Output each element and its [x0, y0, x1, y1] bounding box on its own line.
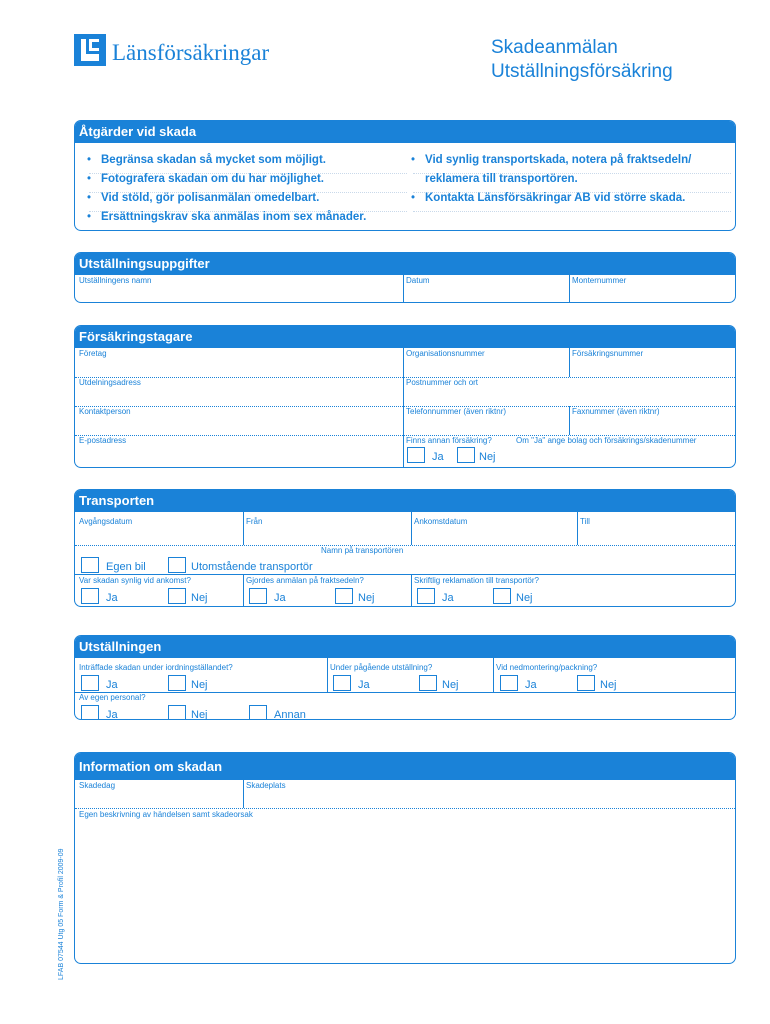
option-label-nej: Nej — [479, 451, 496, 463]
advice-item-continued: reklamera till transportören. — [425, 173, 578, 185]
checkbox-synlig-nej[interactable] — [168, 588, 186, 604]
form-code: LFAB 07544 Utg 05 Form & Profil 2009-09 — [58, 848, 65, 980]
section-atgarder — [74, 120, 736, 231]
checkbox-synlig-ja[interactable] — [81, 588, 99, 604]
checkbox-nedmontering-nej[interactable] — [577, 675, 595, 691]
option-label-egen-bil: Egen bil — [106, 561, 146, 573]
checkbox-iordning-ja[interactable] — [81, 675, 99, 691]
field-skadeplats[interactable]: Skadeplats — [246, 781, 286, 790]
advice-item: • Fotografera skadan om du har möjlighet. — [87, 173, 325, 185]
option-label-ja: Ja — [106, 709, 118, 720]
field-telefonnummer[interactable]: Telefonnummer (även riktnr) — [406, 407, 507, 416]
question-synlig-vid-ankomst: Var skadan synlig vid ankomst? — [79, 576, 191, 585]
divider — [569, 275, 570, 303]
option-label-ja: Ja — [432, 451, 444, 463]
checkbox-anmalan-ja[interactable] — [249, 588, 267, 604]
divider — [569, 348, 570, 377]
question-iordningstallandet: Inträffade skadan under iordningställandet? — [79, 663, 233, 672]
advice-item: • Vid stöld, gör polisanmälan omedelbart. — [87, 192, 320, 204]
field-till[interactable]: Till — [580, 517, 590, 526]
option-label-nej: Nej — [442, 679, 459, 691]
field-avgangsdatum[interactable]: Avgångsdatum — [79, 517, 133, 526]
checkbox-personal-annan[interactable] — [249, 705, 267, 720]
divider — [403, 348, 404, 468]
question-annan-forsakring: Finns annan försäkring? — [406, 436, 492, 445]
question-egen-personal: Av egen personal? — [79, 693, 146, 702]
option-label-nej: Nej — [516, 592, 533, 604]
checkbox-pagaende-ja[interactable] — [333, 675, 351, 691]
divider — [243, 512, 244, 545]
advice-item: • Kontakta Länsförsäkringar AB vid större skada. — [411, 192, 686, 204]
field-organisationsnummer[interactable]: Organisationsnummer — [406, 349, 485, 358]
checkbox-personal-nej[interactable] — [168, 705, 186, 720]
divider — [243, 574, 244, 607]
divider — [75, 545, 736, 546]
option-label-annan: Annan — [274, 709, 306, 720]
divider — [75, 574, 736, 575]
section-title-utstallningsuppgifter: Utställningsuppgifter — [75, 253, 735, 275]
field-ankomstdatum[interactable]: Ankomstdatum — [414, 517, 468, 526]
divider — [577, 512, 578, 545]
question-anmalan-fraktsedeln: Gjordes anmälan på fraktsedeln? — [246, 576, 364, 585]
field-postnummer[interactable]: Postnummer och ort — [406, 378, 479, 387]
checkbox-nedmontering-ja[interactable] — [500, 675, 518, 691]
section-title-utstallningen: Utställningen — [75, 636, 735, 658]
title-line-1: Skadeanmälan — [491, 37, 618, 58]
section-information — [74, 752, 736, 964]
divider — [403, 275, 404, 303]
field-forsakringsnummer[interactable]: Försäkringsnummer — [572, 349, 644, 358]
option-label-nej: Nej — [358, 592, 375, 604]
question-pagaende-utstallning: Under pågående utställning? — [330, 663, 433, 672]
field-monternummer[interactable]: Monternummer — [572, 276, 627, 285]
option-label-ja: Ja — [525, 679, 537, 691]
field-datum[interactable]: Datum — [406, 276, 430, 285]
advice-item: • Vid synlig transportskada, notera på fraktsedeln/ — [411, 154, 692, 166]
divider — [413, 211, 731, 212]
section-transporten — [74, 489, 736, 607]
brand-name: Länsförsäkringar — [112, 40, 270, 65]
field-om-ja-bolag[interactable]: Om "Ja" ange bolag och försäkrings/skadenummer — [516, 436, 697, 445]
divider — [411, 574, 412, 607]
field-utstallningens-namn[interactable]: Utställningens namn — [79, 276, 152, 285]
title-line-2: Utställningsförsäkring — [491, 61, 673, 82]
option-label-ja: Ja — [442, 592, 454, 604]
checkbox-reklamation-nej[interactable] — [493, 588, 511, 604]
document-title — [491, 36, 673, 84]
checkbox-egen-bil[interactable] — [81, 557, 99, 573]
section-title-information: Information om skadan — [75, 753, 735, 780]
field-skadedag[interactable]: Skadedag — [79, 781, 116, 790]
field-epostadress[interactable]: E-postadress — [79, 436, 127, 445]
option-label-ja: Ja — [106, 679, 118, 691]
question-skriftlig-reklamation: Skriftlig reklamation till transportör? — [414, 576, 539, 585]
divider — [75, 692, 736, 693]
checkbox-iordning-nej[interactable] — [168, 675, 186, 691]
divider — [75, 808, 736, 809]
checkbox-utomstaende[interactable] — [168, 557, 186, 573]
section-utstallningen — [74, 635, 736, 720]
option-label-nej: Nej — [191, 679, 208, 691]
divider — [327, 658, 328, 692]
checkbox-reklamation-ja[interactable] — [417, 588, 435, 604]
field-kontaktperson[interactable]: Kontaktperson — [79, 407, 131, 416]
checkbox-annan-ja[interactable] — [407, 447, 425, 463]
section-forsakringstagare — [74, 325, 736, 468]
option-label-ja: Ja — [358, 679, 370, 691]
option-label-nej: Nej — [191, 592, 208, 604]
divider — [411, 512, 412, 545]
field-egen-beskrivning[interactable]: Egen beskrivning av händelsen samt skadeorsak — [79, 810, 253, 819]
advice-item: • Ersättningskrav ska anmälas inom sex månader. — [87, 211, 367, 223]
field-foretag[interactable]: Företag — [79, 349, 107, 358]
divider — [493, 658, 494, 692]
section-title-atgarder: Åtgärder vid skada — [75, 121, 735, 143]
section-title-forsakringstagare: Försäkringstagare — [75, 326, 735, 348]
field-faxnummer[interactable]: Faxnummer (även riktnr) — [572, 407, 660, 416]
checkbox-anmalan-nej[interactable] — [335, 588, 353, 604]
field-utdelningsadress[interactable]: Utdelningsadress — [79, 378, 141, 387]
divider — [243, 780, 244, 808]
option-label-nej: Nej — [600, 679, 617, 691]
advice-item: • Begränsa skadan så mycket som möjligt. — [87, 154, 326, 166]
option-label-ja: Ja — [274, 592, 286, 604]
section-utstallningsuppgifter — [74, 252, 736, 303]
option-label-ja: Ja — [106, 592, 118, 604]
option-label-nej: Nej — [191, 709, 208, 720]
question-nedmontering: Vid nedmontering/packning? — [496, 663, 598, 672]
option-label-utomstaende: Utomstående transportör — [191, 561, 313, 573]
lansforsakringar-logo-icon — [74, 34, 106, 66]
field-namn-transportoren[interactable]: Namn på transportören — [321, 546, 404, 555]
checkbox-pagaende-nej[interactable] — [419, 675, 437, 691]
checkbox-personal-ja[interactable] — [81, 705, 99, 720]
divider — [569, 406, 570, 435]
section-title-transporten: Transporten — [75, 490, 735, 512]
checkbox-annan-nej[interactable] — [457, 447, 475, 463]
field-fran[interactable]: Från — [246, 517, 263, 526]
